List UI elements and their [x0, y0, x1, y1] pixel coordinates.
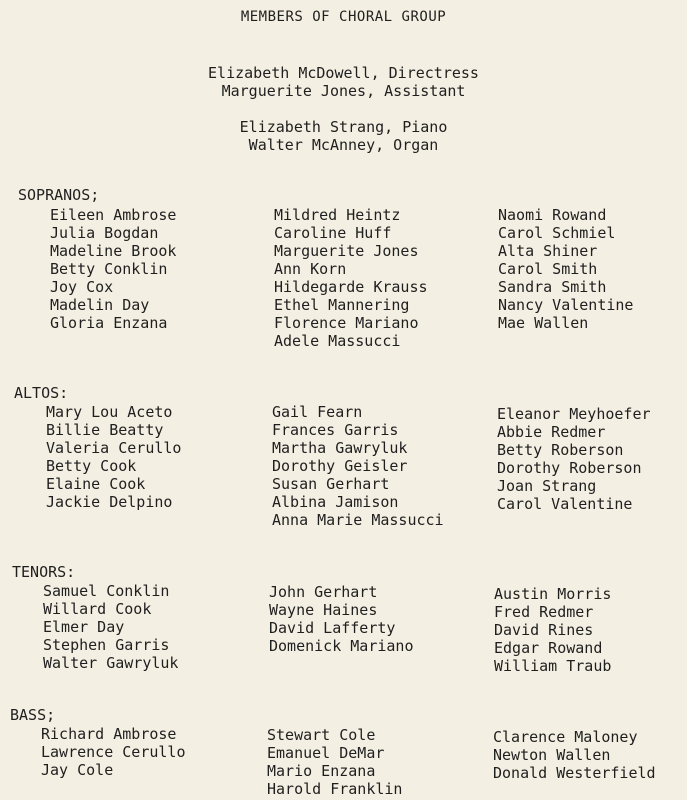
member-name: Sandra Smith	[498, 278, 607, 296]
member-name: Naomi Rowand	[498, 206, 607, 224]
altos-column-2	[272, 403, 444, 529]
member-name: Valeria Cerullo	[46, 439, 182, 457]
member-name: Dorothy Geisler	[272, 457, 408, 475]
member-name: Carol Smith	[498, 260, 598, 278]
section-label: TENORS:	[12, 563, 76, 581]
member-name: Jackie Delpino	[46, 493, 173, 511]
member-name: Willard Cook	[43, 600, 152, 618]
member-name: Caroline Huff	[274, 224, 392, 242]
member-name: Betty Cook	[46, 457, 137, 475]
section-label: SOPRANOS;	[18, 186, 100, 204]
member-name: Mildred Heintz	[274, 206, 401, 224]
sopranos-column-2	[274, 206, 428, 350]
tenors-column-3	[494, 585, 611, 675]
member-name: Domenick Mariano	[269, 637, 414, 655]
section-label: ALTOS:	[14, 384, 69, 402]
member-name: Clarence Maloney	[493, 728, 638, 746]
member-name: Madelin Day	[50, 296, 150, 314]
member-name: Stephen Garris	[43, 636, 170, 654]
member-name: Eileen Ambrose	[50, 206, 177, 224]
member-name: William Traub	[494, 657, 612, 675]
member-name: Billie Beatty	[46, 421, 164, 439]
bass-column-1	[41, 725, 186, 779]
directress-line: Elizabeth McDowell, Directress	[208, 64, 479, 82]
member-name: Mario Enzana	[267, 762, 376, 780]
member-name: David Lafferty	[269, 619, 396, 637]
member-name: Martha Gawryluk	[272, 439, 408, 457]
instrumentalists-block	[0, 118, 687, 154]
member-name: Alta Shiner	[498, 242, 598, 260]
member-name: Julia Bogdan	[50, 224, 159, 242]
member-name: Mae Wallen	[498, 314, 589, 332]
member-name: Richard Ambrose	[41, 725, 177, 743]
bass-column-3	[493, 728, 656, 782]
member-name: Harold Franklin	[267, 780, 403, 798]
member-name: Donald Westerfield	[493, 764, 656, 782]
member-name: David Rines	[494, 621, 594, 639]
member-name: Wayne Haines	[269, 601, 378, 619]
member-name: Adele Massucci	[274, 332, 401, 350]
member-name: Fred Redmer	[494, 603, 594, 621]
piano-line: Elizabeth Strang, Piano	[239, 118, 448, 136]
member-name: Joan Strang	[497, 477, 597, 495]
page-title: MEMBERS OF CHORAL GROUP	[240, 9, 447, 25]
member-name: Florence Mariano	[274, 314, 419, 332]
altos-column-1	[46, 403, 181, 511]
member-name: Nancy Valentine	[498, 296, 634, 314]
altos-column-3	[497, 405, 651, 513]
member-name: Frances Garris	[272, 421, 399, 439]
tenors-column-1	[43, 582, 178, 672]
organ-line: Walter McAnney, Organ	[248, 136, 439, 154]
assistant-line: Marguerite Jones, Assistant	[221, 82, 466, 100]
member-name: Anna Marie Massucci	[272, 511, 444, 529]
member-name: Dorothy Roberson	[497, 459, 642, 477]
sopranos-column-3	[498, 206, 633, 332]
member-name: Albina Jamison	[272, 493, 399, 511]
member-name: Marguerite Jones	[274, 242, 419, 260]
member-name: Madeline Brook	[50, 242, 177, 260]
member-name: Walter Gawryluk	[43, 654, 179, 672]
member-name: Carol Schmiel	[498, 224, 616, 242]
member-name: Jay Cole	[41, 761, 114, 779]
member-name: Stewart Cole	[267, 726, 376, 744]
member-name: Newton Wallen	[493, 746, 611, 764]
member-name: John Gerhart	[269, 583, 378, 601]
member-name: Lawrence Cerullo	[41, 743, 186, 761]
member-name: Ethel Mannering	[274, 296, 410, 314]
member-name: Joy Cox	[50, 278, 114, 296]
member-name: Betty Roberson	[497, 441, 624, 459]
member-name: Eleanor Meyhoefer	[497, 405, 651, 423]
member-name: Gloria Enzana	[50, 314, 168, 332]
member-name: Elmer Day	[43, 618, 125, 636]
bass-column-2	[267, 726, 402, 798]
member-name: Emanuel DeMar	[267, 744, 385, 762]
directors-block	[0, 64, 687, 100]
member-name: Edgar Rowand	[494, 639, 603, 657]
member-name: Susan Gerhart	[272, 475, 390, 493]
member-name: Samuel Conklin	[43, 582, 170, 600]
member-name: Mary Lou Aceto	[46, 403, 173, 421]
member-name: Hildegarde Krauss	[274, 278, 428, 296]
member-name: Austin Morris	[494, 585, 612, 603]
member-name: Ann Korn	[274, 260, 347, 278]
section-label: BASS;	[10, 706, 56, 724]
sopranos-column-1	[50, 206, 176, 332]
member-name: Betty Conklin	[50, 260, 168, 278]
member-name: Elaine Cook	[46, 475, 146, 493]
tenors-column-2	[269, 583, 414, 655]
member-name: Abbie Redmer	[497, 423, 606, 441]
member-name: Gail Fearn	[272, 403, 363, 421]
member-name: Carol Valentine	[497, 495, 633, 513]
